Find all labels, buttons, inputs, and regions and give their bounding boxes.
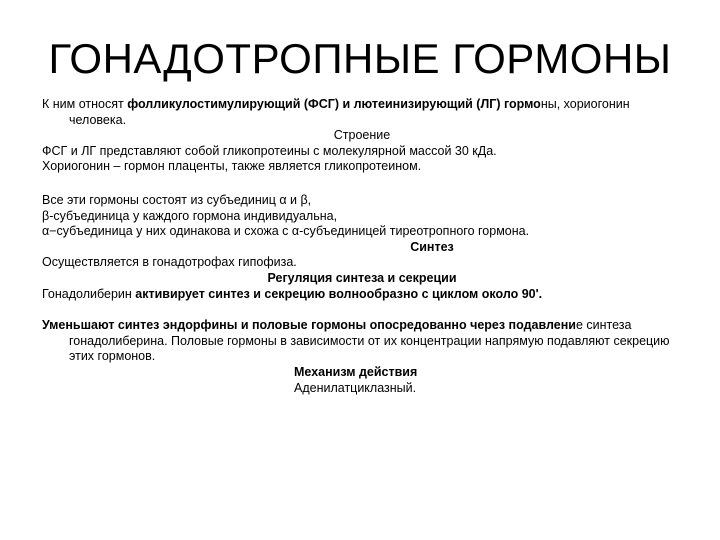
intro-paragraph (42, 97, 682, 128)
spacer (42, 175, 682, 193)
heading-synthesis (42, 240, 682, 256)
line-gonadoliberin (42, 287, 682, 303)
spacer (42, 302, 682, 318)
intro-bold: фолликулостимулирующий (ФСГ) и лютеинизирующий (ЛГ) гормо (127, 97, 541, 111)
heading-mechanism-text: Механизм действия (294, 364, 418, 379)
heading-mechanism (42, 365, 682, 381)
line-fsg-lg: ФСГ и ЛГ представляют собой гликопротеины с молекулярной массой 30 кДа. (42, 143, 497, 158)
slide-title: ГОНАДОТРОПНЫЕ ГОРМОНЫ (48, 35, 672, 82)
heading-structure: Строение (333, 128, 391, 143)
heading-regulation-text: Регуляция синтеза и секреции (267, 270, 457, 285)
heading-synthesis-text: Синтез (410, 239, 454, 254)
intro-suffix: ны, хориогонин человека. (69, 97, 630, 127)
decrease-paragraph (42, 318, 682, 365)
line-gonadotrophs: Осуществляется в гонадотрофах гипофиза. (42, 255, 297, 270)
gonadoliberin-prefix: Гонадолиберин (42, 286, 136, 301)
heading-regulation (42, 271, 682, 287)
line-beta: β-субъединица у каждого гормона индивидуальна, (42, 208, 338, 223)
gonadoliberin-bold: активирует синтез и секрецию волнообразно с циклом около 90'. (135, 286, 543, 301)
decrease-suffix: е синтеза гонадолиберина. Половые гормоны в зависимости от их концентрации напрямую подавляют секрецию этих гормонов. (69, 318, 670, 364)
decrease-bold: Уменьшают синтез эндорфины и половые гормоны опосредованно через подавлени (42, 318, 576, 333)
line-mechanism: Аденилатциклазный. (294, 380, 417, 395)
line-alpha: α−субъединица у них одинакова и схожа с α-субъединицей тиреотропного гормона. (42, 224, 530, 239)
intro-prefix: К ним относят (42, 97, 128, 111)
line-choriogonin: Хориогонин – гормон плаценты, также является гликопротеином. (42, 159, 422, 174)
line-subunits: Все эти гормоны состоят из субъединиц α и β, (42, 192, 312, 207)
slide-body (42, 97, 682, 396)
